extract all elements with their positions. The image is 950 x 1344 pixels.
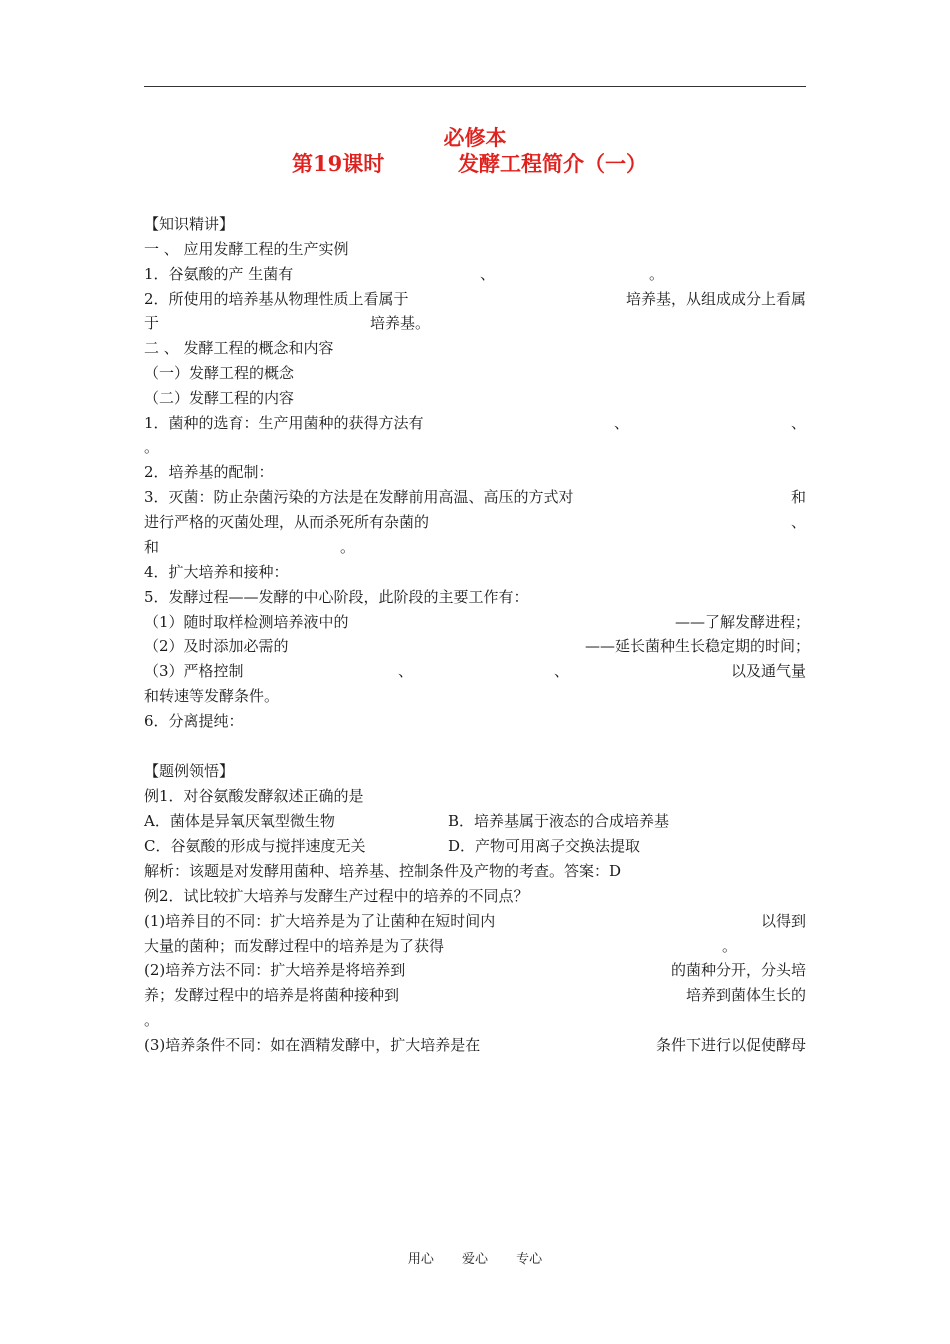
text-segment: C．谷氨酸的形成与搅拌速度无关 [144, 837, 366, 855]
lesson-topic: 发酵工程简介（一） [458, 151, 647, 176]
text-line [144, 361, 806, 386]
text-segment: 的菌种分开，分头培 [670, 961, 806, 979]
text-line [144, 859, 806, 884]
footer-item: 专心 [516, 1252, 543, 1267]
text-segment: 例1．对谷氨酸发酵叙述正确的是 [144, 787, 364, 805]
text-line [144, 485, 806, 510]
text-segment: 。 [144, 438, 160, 456]
text-segment: 、 [398, 662, 414, 680]
text-segment: 【题例领悟】 [144, 762, 235, 780]
text-segment: 、 [790, 513, 806, 531]
text-line [144, 311, 806, 336]
footer-item: 用心 [407, 1252, 434, 1267]
text-segment: （2）及时添加必需的 [144, 637, 289, 655]
text-line [144, 435, 806, 460]
text-segment: 4．扩大培养和接种： [144, 563, 289, 581]
text-segment: 二 、 发酵工程的概念和内容 [144, 339, 334, 357]
text-line [144, 585, 806, 610]
text-line [144, 386, 806, 411]
footer-item: 爱心 [461, 1252, 488, 1267]
text-segment: 大量的菌种；而发酵过程中的培养是为了获得 [144, 937, 445, 955]
text-segment: 培养基。 [370, 314, 431, 332]
text-line [144, 560, 806, 585]
text-segment: 、 [480, 265, 496, 283]
text-segment: 1．菌种的选育：生产用菌种的获得方法有 [144, 414, 424, 432]
text-segment: 一 、 应用发酵工程的生产实例 [144, 240, 349, 258]
text-line [144, 809, 806, 834]
text-segment: 培养到菌体生长的 [685, 986, 806, 1004]
text-segment: （3）严格控制 [144, 662, 244, 680]
text-line [144, 610, 810, 635]
text-segment: 解析：该题是对发酵用菌种、培养基、控制条件及产物的考查。答案：D [144, 862, 622, 880]
header-rule [144, 86, 806, 87]
text-segment: 于 [144, 314, 160, 332]
text-segment: 条件下进行以促使酵母 [655, 1036, 806, 1054]
text-segment: 3．灭菌：防止杂菌污染的方法是在发酵前用高温、高压的方式对 [144, 488, 574, 506]
text-line [144, 460, 806, 485]
text-segment: (3)培养条件不同：如在酒精发酵中，扩大培养是在 [144, 1036, 481, 1054]
text-segment: 养；发酵过程中的培养是将菌种接种到 [144, 986, 400, 1004]
text-segment: 。 [144, 1011, 160, 1029]
text-segment: 例2．试比较扩大培养与发酵生产过程中的培养的不同点？ [144, 887, 529, 905]
text-segment: 2．所使用的培养基从物理性质上看属于 [144, 290, 409, 308]
text-segment: 。 [649, 265, 665, 283]
text-segment: 和转速等发酵条件。 [144, 687, 280, 705]
text-segment: 以及通气量 [730, 662, 806, 680]
text-segment: 和 [144, 538, 160, 556]
text-line [144, 709, 806, 734]
text-segment: 。 [722, 937, 738, 955]
text-segment: 2．培养基的配制： [144, 463, 274, 481]
text-line [144, 884, 806, 909]
text-line [144, 237, 806, 262]
text-line [144, 212, 806, 237]
text-segment: 。 [340, 538, 356, 556]
text-segment: A．菌体是异氧厌氧型微生物 [144, 812, 335, 830]
text-segment: 1．谷氨酸的产 生菌有 [144, 265, 294, 283]
text-segment: （二）发酵工程的内容 [144, 389, 295, 407]
text-line [144, 411, 806, 436]
lesson-number: 第19课时 [292, 151, 385, 176]
text-line [144, 262, 806, 287]
text-line [144, 958, 806, 983]
text-segment: 、 [790, 414, 806, 432]
page-title: 必修本 [443, 125, 507, 150]
text-line [144, 909, 806, 934]
text-line [144, 934, 806, 959]
text-line [144, 983, 806, 1008]
text-segment: (1)培养目的不同：扩大培养是为了让菌种在短时间内 [144, 912, 496, 930]
text-segment: 进行严格的灭菌处理，从而杀死所有杂菌的 [144, 513, 430, 531]
text-line [144, 535, 806, 560]
text-line [144, 1033, 806, 1058]
text-segment: 和 [790, 488, 806, 506]
text-line [144, 336, 806, 361]
text-segment: （1）随时取样检测培养液中的 [144, 613, 349, 631]
footer [0, 1248, 950, 1267]
text-segment: 以得到 [760, 912, 806, 930]
text-line [144, 659, 806, 684]
text-segment: ——延长菌种生长稳定期的时间； [584, 637, 810, 655]
text-line [144, 684, 806, 709]
text-segment: 、 [614, 414, 630, 432]
text-segment: B．培养基属于液态的合成培养基 [448, 812, 670, 830]
text-segment: 5．发酵过程——发酵的中心阶段，此阶段的主要工作有： [144, 588, 529, 606]
text-segment: D．产物可用离子交换法提取 [448, 837, 641, 855]
text-segment: (2)培养方法不同：扩大培养是将培养到 [144, 961, 406, 979]
text-line [144, 784, 806, 809]
text-segment: （一）发酵工程的概念 [144, 364, 295, 382]
text-line [144, 1008, 806, 1033]
text-segment: 【知识精讲】 [144, 215, 235, 233]
text-line [144, 287, 806, 312]
text-line [144, 634, 810, 659]
text-segment: 、 [554, 662, 570, 680]
text-segment: 培养基，从组成成分上看属 [625, 290, 806, 308]
text-line [144, 510, 806, 535]
text-line [144, 759, 806, 784]
text-segment: 6．分离提纯： [144, 712, 244, 730]
text-line [144, 834, 806, 859]
text-segment: ——了解发酵进程； [674, 613, 810, 631]
